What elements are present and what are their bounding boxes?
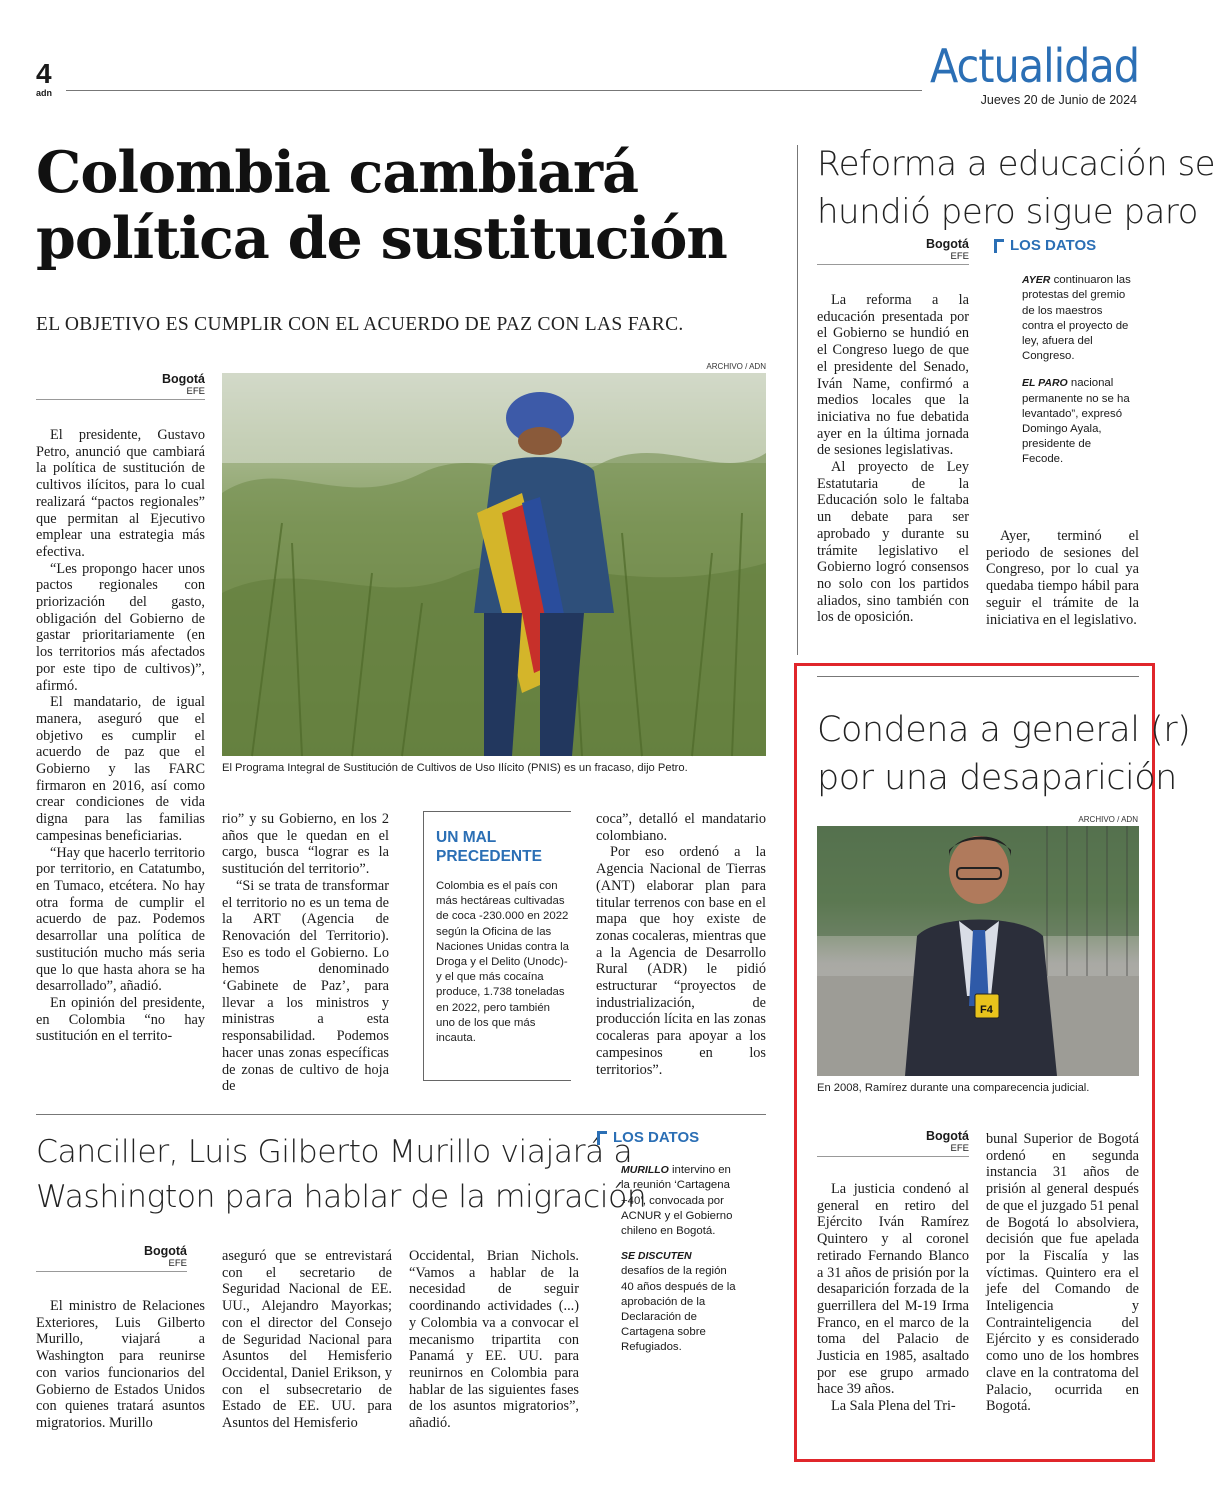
datos-keyword: SE DISCUTEN xyxy=(621,1250,692,1263)
datos-keyword: EL PARO xyxy=(1022,377,1068,390)
paragraph: coca”, detalló el mandatario colombiano. xyxy=(596,811,766,844)
man-in-suit-illustration xyxy=(817,826,1139,1076)
datos-text: continuaron las protestas del gremio de los maestros contra el proyecto de ley, afuera del Congreso. xyxy=(1022,274,1131,363)
general-photo-credit: ARCHIVO / ADN xyxy=(1078,815,1138,824)
main-column-4 xyxy=(596,811,766,1078)
datos-marker-icon xyxy=(994,239,1004,253)
datos-title xyxy=(597,1130,737,1145)
paragraph: El ministro de Relaciones Exteriores, Luis Gilberto Murillo, viajará a Washington para reunirse con varios funcionarios del Gobierno de Estados Unidos con quienes tratará asuntos migratorios. Murillo xyxy=(36,1298,205,1431)
education-headline xyxy=(817,140,1215,236)
datos-text: desafíos de la región 40 años después de la aprobación de la Declaración de Cartagena sobre Refugiados. xyxy=(621,1265,736,1354)
paragraph: Occidental, Brian Nichols. “Vamos a hablar de la necesidad de seguir coordinando actividades (...) y Colombia va a convocar el mecanismo tripartita con Panamá y EE. UU. para reunirnos en Colombia para hablar de las siguientes fases de los asuntos migratorios”, añadió. xyxy=(409,1248,579,1432)
paragraph: “Si se trata de transformar el territorio no es un tema de la ART (Agencia de Renovación del Territorio). Eso es todo el Gobierno. Lo hemos denominado ‘Gabinete de Paz’, para llevar a los ministros y ministras a esta responsabilidad. Podemos hacer unas zonas específicas de zonas de cultivo de hoja de xyxy=(222,877,389,1095)
datos-item xyxy=(621,1249,737,1355)
main-photo-credit: ARCHIVO / ADN xyxy=(706,362,766,371)
issue-date: Jueves 20 de Junio de 2024 xyxy=(980,93,1137,107)
education-byline xyxy=(817,237,969,265)
main-column-1 xyxy=(36,427,205,1045)
general-column-1 xyxy=(817,1181,969,1415)
murillo-headline xyxy=(36,1130,647,1220)
datos-keyword: AYER xyxy=(1022,274,1051,287)
education-column-1 xyxy=(817,292,969,626)
general-headline-line1: Condena a general (r) xyxy=(817,710,1191,750)
main-headline-line1: Colombia cambiará xyxy=(36,139,639,206)
education-column-2 xyxy=(986,528,1139,628)
main-headline xyxy=(36,140,796,272)
general-headline xyxy=(817,706,1191,802)
main-deck: EL OBJETIVO ES CUMPLIR CON EL ACUERDO DE PAZ CON LAS FARC. xyxy=(36,314,684,335)
general-top-rule xyxy=(817,676,1139,677)
paragraph: En opinión del presidente, en Colombia “no hay sustitución en el territo- xyxy=(36,994,205,1045)
paragraph: bunal Superior de Bogotá ordenó en segunda instancia 31 años de prisión al general después de que el juzgado 51 penal de Bogotá lo absolviera, decisión que fue apelada por la Fiscalía y las víctimas. Quintero era el jefe del Comando de Inteligencia y Contrainteligencia del Ejército y es considerado como uno de los hombres clave en la contratoma del Palacio, ocurrida en Bogotá. xyxy=(986,1131,1139,1415)
header-rule xyxy=(66,90,922,91)
paragraph: El presidente, Gustavo Petro, anunció que cambiará la política de sustitución de cultivos ilícitos, para lo cual realizará “pactos regionales” que permitan al Ejecutivo emplear una estrategia más efectiva. xyxy=(36,427,205,560)
education-headline-line1: Reforma a educación se xyxy=(817,144,1215,184)
page-number: 4 xyxy=(36,58,52,89)
datos-title-text: LOS DATOS xyxy=(1010,237,1097,254)
general-photo-ramirez xyxy=(817,826,1139,1076)
sidebar-title xyxy=(436,828,571,866)
farmer-illustration xyxy=(222,373,766,756)
press-badge: F4 xyxy=(980,1004,993,1016)
murillo-column-3 xyxy=(409,1248,579,1432)
main-photo-caption: El Programa Integral de Sustitución de Cultivos de Uso Ilícito (PNIS) es un fracaso, dijo Petro. xyxy=(222,762,688,774)
datos-title xyxy=(994,238,1134,253)
general-column-2 xyxy=(986,1131,1139,1415)
general-headline-line2: por una desaparición xyxy=(817,758,1177,798)
main-city: Bogotá xyxy=(161,372,205,386)
datos-marker-icon xyxy=(597,1131,607,1145)
brand-logo: adn xyxy=(36,88,53,98)
sidebar-un-mal-precedente xyxy=(423,811,571,1081)
paragraph: “Hay que hacerlo territorio por territorio, en Catatumbo, en Tumaco, etcétera. No hay otra forma de cumplir el acuerdo de paz. Podemos desarrollar una política de sustitución mucho más seria que lo que hasta ahora se ha desarrollado”, añadió. xyxy=(36,844,205,995)
murillo-top-rule xyxy=(36,1114,766,1115)
general-city: Bogotá xyxy=(925,1129,969,1143)
paragraph: “Les propongo hacer unos pactos regionales con priorización del gasto, obligación del Gobierno de gastar prioritariamente (en los territorios más afectados por este tipo de cultivos)”, afirmó. xyxy=(36,560,205,694)
datos-item xyxy=(621,1163,737,1239)
paragraph: Ayer, terminó el periodo de sesiones del Congreso, por lo cual ya quedaba tiempo hábil para seguir el trámite de la iniciativa en el legislativo. xyxy=(986,528,1139,628)
murillo-byline xyxy=(36,1244,187,1272)
general-byline xyxy=(817,1129,969,1157)
datos-text: nacional permanente no se ha levantado”, expresó Domingo Ayala, presidente de Fecode. xyxy=(1022,377,1130,466)
paragraph: rio” y su Gobierno, en los 2 años que le quedan en el cargo, busca “lograr es la sustitución del territorio”. xyxy=(222,811,389,878)
paragraph: El mandatario, de igual manera, aseguró que el objetivo es cumplir el acuerdo de paz que el Gobierno y las FARC firmaron en 2016, así como crear condiciones de vida digna para las familias campesinas beneficiarias. xyxy=(36,694,205,844)
murillo-city: Bogotá xyxy=(143,1244,187,1258)
education-headline-line2: hundió pero sigue paro xyxy=(817,192,1198,232)
paragraph: aseguró que se entrevistará con el secretario de Seguridad Nacional de EE. UU., Alejandro Mayorkas; con el director del Consejo de Seguridad Nacional para Asuntos del Hemisferio Occidental, Daniel Erikson, y con el subsecretario de Estado de EE. UU. para Asuntos del Hemisferio xyxy=(222,1248,392,1432)
paragraph: La justicia condenó al general en retiro del Ejército Iván Ramírez Quintero y al coronel retirado Fernando Blanco a 31 años de prisión por la desaparición forzada de la guerrillera del M-19 Irma Franco, en el marco de la toma del Palacio de Justicia en 1985, asaltado por ese grupo armado hace 39 años. xyxy=(817,1181,969,1398)
paragraph: La reforma a la educación presentada por el Gobierno se hundió en el Congreso luego de que el presidente del Senado, Iván Name, confirmó a medios locales que la iniciativa no fue debatida ayer en la última jornada de sesiones legislativas. xyxy=(817,292,969,459)
paragraph: Al proyecto de Ley Estatutaria de la Educación solo le faltaba un debate para ser aprobado y durante su trámite legislativo el Gobierno logró consensos no solo con los partidos aliados, sino también con los de oposición. xyxy=(817,459,969,626)
column-separator xyxy=(797,145,798,655)
section-title: Actualidad xyxy=(930,39,1139,93)
education-city: Bogotá xyxy=(925,237,969,251)
sidebar-title-line1: UN MAL xyxy=(436,829,497,846)
main-agency: EFE xyxy=(186,386,205,397)
murillo-headline-line2: Washington para hablar de la migración xyxy=(36,1179,647,1215)
murillo-agency: EFE xyxy=(168,1258,187,1269)
sidebar-text: Colombia es el país con más hectáreas cultivadas de coca -230.000 en 2022 según la Oficina de las Naciones Unidas contra la Droga y el Delito (Unodc)- y el que más cocaína produce, 1.738 toneladas en 2022, pero también uno de los que más incauta. xyxy=(436,880,569,1045)
murillo-headline-line1: Canciller, Luis Gilberto Murillo viajará a xyxy=(36,1134,633,1170)
main-headline-line2: política de sustitución xyxy=(36,205,727,272)
datos-title-text: LOS DATOS xyxy=(613,1129,700,1146)
main-photo-farmer xyxy=(222,373,766,756)
murillo-column-2 xyxy=(222,1248,392,1432)
main-byline xyxy=(36,372,205,400)
education-los-datos xyxy=(994,238,1134,468)
datos-text: intervino en la reunión ‘Cartagena +40’, convocada por ACNUR y el Gobierno chileno en Bogotá. xyxy=(621,1164,733,1238)
murillo-los-datos xyxy=(597,1130,737,1356)
datos-item xyxy=(1022,376,1134,467)
page-number-badge xyxy=(36,60,64,100)
sidebar-title-line2: PRECEDENTE xyxy=(436,848,542,865)
murillo-column-1 xyxy=(36,1298,205,1432)
paragraph: La Sala Plena del Tri- xyxy=(831,1398,956,1415)
datos-item xyxy=(1022,273,1134,364)
datos-keyword: MURILLO xyxy=(621,1164,669,1177)
education-agency: EFE xyxy=(950,251,969,262)
main-column-2 xyxy=(222,811,389,1095)
paragraph: Por eso ordenó a la Agencia Nacional de Tierras (ANT) elaborar plan para titular terrenos con base en el mapa que hoy existe de zonas cocaleras, mientras que a la Agencia de Desarrollo Rural (ADR) le pidió estructurar “proyectos de industrialización, de producción lícita en las zonas cocaleras para apoyar a los campesinos en los territorios”. xyxy=(596,844,766,1078)
general-photo-caption: En 2008, Ramírez durante una comparecencia judicial. xyxy=(817,1082,1090,1094)
general-agency: EFE xyxy=(950,1143,969,1154)
